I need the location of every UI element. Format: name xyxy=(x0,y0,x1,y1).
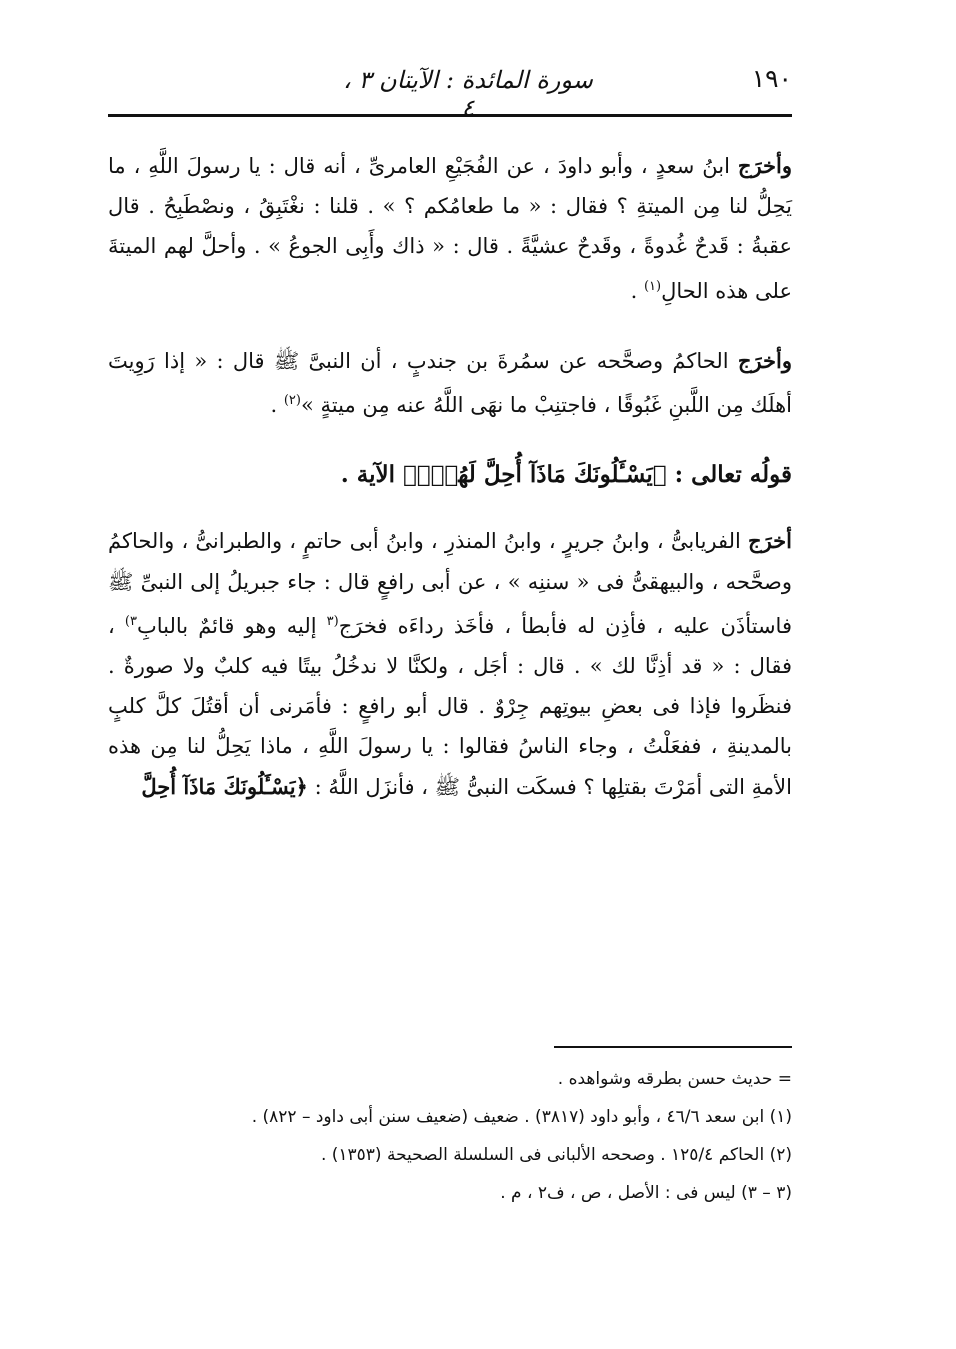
paragraph-text: ، فقال : « قد أذِنَّا لك » . قال : أجَل ، ولكنَّا لا ندخُلُ بيتًا فيه كلبٌ ولا صورةٌ . فنظَروا فإذا فى بعضِ بيوتِهم جِرْوٌ . قال أبو رافعٍ : فأمَرنى أن أقتُلَ كلَّ كلبٍ بالمدينةِ ، ففعَلْتُ ، وجاء الناسُ فقالوا : يا رسولَ اللَّهِ ، ماذا يَحِلُّ لنا مِن هذه الأمةِ التى أمَرْتَ بقتلِها ؟ فسكَت النبىُّ ﷺ ، فأنزَل اللَّهُ : xyxy=(108,613,792,799)
footnote-marker: (١) xyxy=(643,278,662,294)
footnotes xyxy=(108,1060,792,1212)
page-number: ١٩٠ xyxy=(751,64,792,93)
paragraph-1 xyxy=(108,146,792,311)
footnote-continuation: = حديث حسن بطرقه وشواهده . xyxy=(557,1069,792,1089)
quran-verse: ﴿يَسْـَٔلُونَكَ مَاذَآ أُحِلَّ xyxy=(141,773,308,799)
paragraph-text: إليه وهو قائمٌ بالبابِ xyxy=(136,613,317,638)
heading-lead: قولُه تعالى : xyxy=(674,461,792,489)
page-header xyxy=(108,58,792,122)
footnote-marker: ٣) xyxy=(124,613,137,629)
paragraph-3 xyxy=(108,521,792,806)
paragraph-text: الحاكمُ وصحَّحه عن سمُرةَ بن جندبٍ ، أن النبىَّ ﷺ قال : « إذا رَوِيتَ أهلَك مِن اللَّبنِ غَبُوقًا ، فاجتنِبْ ما نهَى اللَّهُ عنه مِن ميتةٍ » xyxy=(108,348,792,418)
paragraph-end: . xyxy=(270,393,284,418)
footnote-1: (١) ابن سعد ٤٦/٦ ، وأبو داود (٣٨١٧) . ضعيف (ضعيف سنن أبى داود – ٨٢٢) . xyxy=(251,1107,792,1127)
verse-heading xyxy=(108,455,792,495)
paragraph-lead: وأخرَج xyxy=(737,347,792,373)
footnote-3: (٣ – ٣) ليس فى : الأصل ، ص ، ف٢ ، م . xyxy=(500,1183,792,1203)
quran-verse: ﴿يَسْـَٔلُونَكَ مَاذَآ أُحِلَّ لَهُمْۖ﴾ xyxy=(403,461,667,489)
paragraph-2 xyxy=(108,341,792,425)
running-title: سورة المائدة : الآيتان ٣ ، ٤ xyxy=(343,66,593,122)
footnote-rule xyxy=(554,1046,792,1048)
footnote-marker: (٢) xyxy=(283,393,301,409)
main-text xyxy=(108,146,792,837)
footnote-marker: (٣ xyxy=(326,613,339,629)
paragraph-text: الفريابىُّ ، وابنُ جريرٍ ، وابنُ المنذرِ ، وابنُ أبى حاتمٍ ، والطبرانىُّ ، والحاكمُ وصحَّحه ، والبيهقىُّ فى « سننِه » ، عن أبى رافعٍ قال : جاء جبريلُ إلى النبىِّ ﷺ فاستأذَن عليه ، فأذِن له فأبطأ ، فأخَذ رداءَه فخرَج xyxy=(108,529,792,638)
footnote-2: (٢) الحاكم ١٢٥/٤ . وصححه الألبانى فى السلسلة الصحيحة (١٣٥٣) . xyxy=(320,1145,792,1165)
heading-end: الآية . xyxy=(340,461,395,489)
paragraph-lead: أخرَج xyxy=(748,528,792,554)
header-rule xyxy=(108,114,792,117)
paragraph-lead: وأخرَج xyxy=(737,153,792,178)
paragraph-text: ابنُ سعدٍ ، وأبو داودَ ، عن الفُجَيْعِ العامرىِّ ، أنه قال : يا رسولَ اللَّهِ ، ما يَحِلُّ لنا مِن الميتةِ ؟ فقال : « ما طعامُكم ؟ » . قلنا : نغْتَبِقُ ، ونصْطَبِحُ . قال عقبةُ : قَدحٌ غُدوةً ، وقَدحٌ عشيَّةً . قال : « ذاك وأَبِى الجوعُ » . وأحلَّ لهم الميتةَ على هذه الحالِ xyxy=(108,154,792,303)
paragraph-end: . xyxy=(630,278,644,303)
